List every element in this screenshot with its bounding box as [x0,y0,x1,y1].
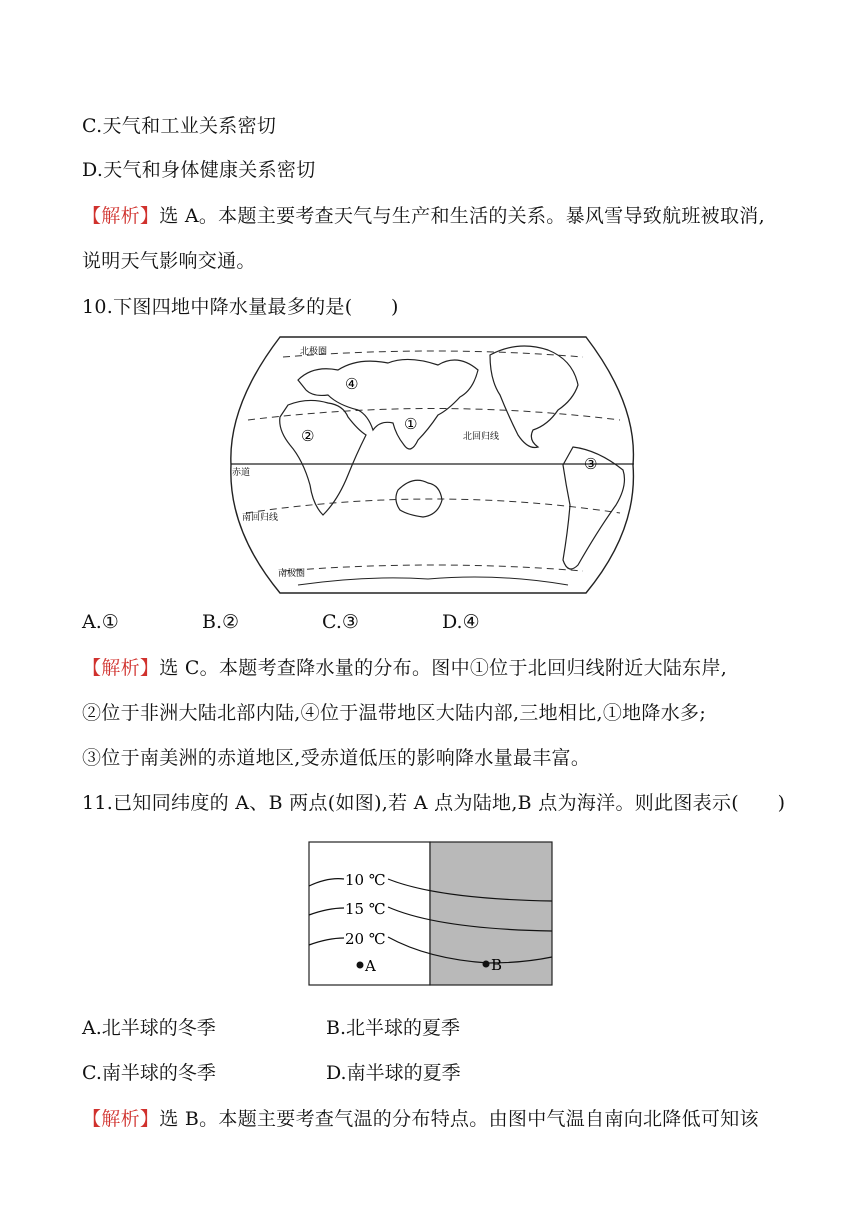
q11-option-b[interactable]: B.北半球的夏季 [326,1017,461,1039]
q11-option-a[interactable]: A.北半球的冬季 [82,1017,216,1039]
isotherm-diagram [308,841,554,987]
q9-option-d: D.天气和身体健康关系密切 [82,159,316,181]
map-point-4: ④ [345,375,359,393]
isotherm-20-label: 20 ℃ [345,930,386,948]
q10-option-d[interactable]: D.④ [442,611,480,633]
q10-analysis-line2: ②位于非洲大陆北部内陆,④位于温带地区大陆内部,三地相比,①地降水多; [82,702,707,724]
map-point-1: ① [404,415,418,433]
tropic-of-capricorn-label: 南回归线 [242,513,279,523]
q11-analysis-text: 选 B。本题主要考查气温的分布特点。由图中气温自南向北降低可知该 [159,1108,759,1130]
antarctic-circle-label: 南极圈 [278,569,306,579]
analysis-tag: 【解析】 [82,205,160,227]
analysis-tag: 【解析】 [82,1108,160,1130]
q10-option-c[interactable]: C.③ [322,611,359,633]
point-b-marker [483,961,490,968]
q11-stem: 11.已知同纬度的 A、B 两点(如图),若 A 点为陆地,B 点为海洋。则此图表示( ) [82,792,786,814]
q10-analysis-text: 选 C。本题考查降水量的分布。图中①位于北回归线附近大陆东岸, [159,657,728,679]
q11-option-d[interactable]: D.南半球的夏季 [326,1062,461,1084]
tropic-of-cancer-label: 北回归线 [463,432,500,442]
q11-option-c[interactable]: C.南半球的冬季 [82,1062,216,1084]
q10-option-a[interactable]: A.① [82,611,119,633]
arctic-circle-label: 北极圈 [300,347,328,357]
q10-analysis-line3: ③位于南美洲的赤道地区,受赤道低压的影响降水量最丰富。 [82,747,591,769]
q9-analysis-line1 [82,204,765,228]
q10-option-b[interactable]: B.② [202,611,240,633]
isotherm-15-label: 15 ℃ [345,900,386,918]
q9-option-c: C.天气和工业关系密切 [82,115,277,137]
q10-analysis-line1 [82,656,727,680]
analysis-tag: 【解析】 [82,657,160,679]
map-point-3: ③ [584,455,598,473]
point-b-label: B [491,956,503,974]
point-a-label: A [365,957,376,975]
q9-analysis-text: 选 A。本题主要考查天气与生产和生活的关系。暴风雪导致航班被取消, [159,205,765,227]
map-point-2: ② [301,427,315,445]
world-map [228,335,638,597]
q10-stem: 10.下图四地中降水量最多的是( ) [82,296,399,318]
equator-label: 赤道 [232,468,251,478]
q9-analysis-line2: 说明天气影响交通。 [82,250,256,272]
isotherm-10-label: 10 ℃ [345,871,386,889]
q11-analysis-line1 [82,1107,759,1131]
point-a-marker [357,962,364,969]
